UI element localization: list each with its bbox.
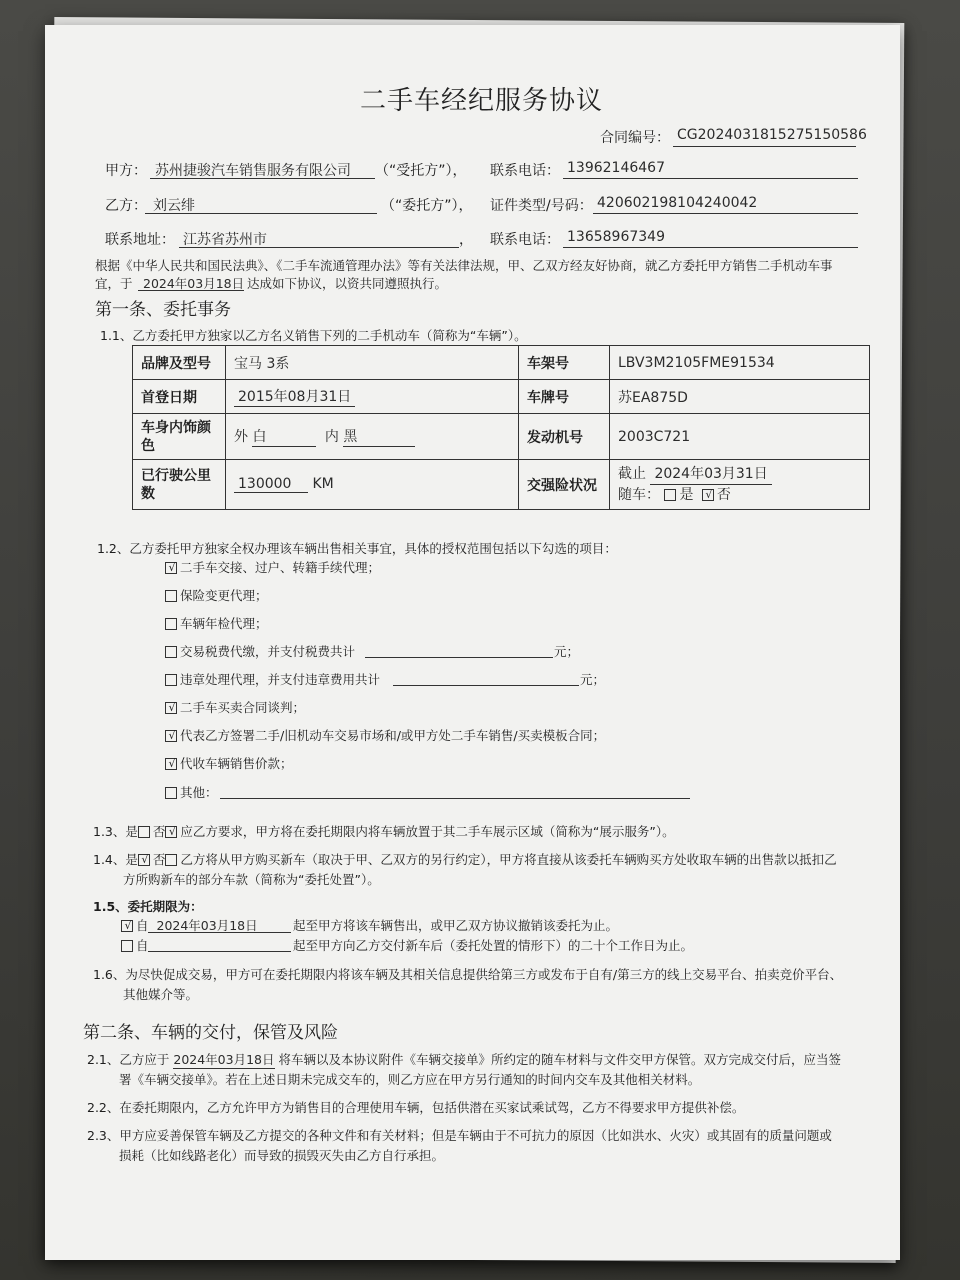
auth-item-1-checkbox[interactable]: [165, 590, 177, 602]
mileage-label: 已行驶公里数: [133, 460, 226, 510]
address-phone-label: 联系电话：: [490, 232, 560, 248]
with-car-no-label: 否: [716, 487, 731, 503]
clause-1-6-line2: 其他媒介等。: [123, 987, 199, 1002]
clause-1-5-opt1-text: 起至甲方将该车辆售出，或甲乙双方协议撤销该委托为止。: [293, 918, 619, 933]
exterior-color: 白: [252, 426, 316, 447]
with-car-no-checkbox[interactable]: √: [702, 489, 714, 501]
mileage-value: 130000: [234, 476, 308, 493]
party-b-label: 乙方：: [105, 198, 147, 214]
auth-item-8-label: 其他：: [180, 785, 218, 800]
clause-1-1: 1.1、乙方委托甲方独家以乙方名义销售下列的二手机动车（简称为“车辆”）。: [100, 328, 527, 343]
party-a-phone-label: 联系电话：: [490, 163, 560, 179]
party-a-name: 苏州捷骏汽车销售服务有限公司: [155, 163, 351, 179]
clause-1-3-prefix: 1.3、是: [93, 824, 138, 839]
clause-2-3-line1: 2.3、甲方应妥善保管车辆及乙方提交的各种文件和有关材料；但是车辆由于不可抗力的原因（比如洪水、火灾）或其固有的质量问题或: [87, 1128, 832, 1143]
reg-date-label: 首登日期: [133, 380, 226, 414]
section1-title: 第一条、委托事务: [95, 300, 231, 320]
intro-line2-suffix: 达成如下协议，以资共同遵照执行。: [247, 276, 448, 291]
auth-item-4-label: 违章处理代理，并支付违章费用共计: [180, 672, 381, 687]
exterior-prefix: 外: [234, 429, 248, 445]
clause-1-3-mid: 否: [152, 824, 166, 839]
insurance-date: 2024年03月31日: [650, 464, 771, 485]
color-label: 车身内饰颜色: [133, 414, 226, 460]
auth-item-3[interactable]: [165, 642, 355, 660]
mileage-unit: KM: [312, 476, 334, 492]
section2-title: 第二条、车辆的交付，保管及风险: [83, 1023, 338, 1043]
vin-value: LBV3M2105FME91534: [610, 346, 870, 380]
insurance-label: 交强险状况: [519, 460, 610, 510]
document-title: 二手车经纪服务协议: [360, 86, 604, 116]
address-suffix: ，: [459, 232, 473, 248]
clause-2-2: 2.2、在委托期限内，乙方允许甲方为销售目的合理使用车辆，包括供潜在买家试乘试驾，乙方不得要求甲方提供补偿。: [87, 1100, 745, 1115]
clause-2-1-line2: 署《车辆交接单》。若在上述日期未完成交车的，则乙方应在甲方另行通知的时间内交车及其他相关材料。: [119, 1072, 701, 1087]
party-b-name: 刘云绯: [153, 198, 195, 214]
auth-item-4[interactable]: [165, 670, 380, 688]
auth-item-3-suffix: 元；: [554, 644, 580, 659]
clause-2-1: [87, 1050, 841, 1069]
reg-date-value: 2015年08月31日: [234, 386, 355, 407]
party-a-phone: 13962146467: [567, 160, 665, 176]
intro-line1: 根据《中华人民共和国民法典》、《二手车流通管理办法》等有关法律法规，甲、乙双方经友好协商，就乙方委托甲方销售二手机动车事: [95, 258, 833, 273]
clause-1-3: [93, 822, 675, 840]
clause-1-4-line1: 乙方将从甲方购买新车（取决于甲、乙双方的另行约定），甲方将直接从该委托车辆购买方处收取车辆的出售款以抵扣乙: [180, 852, 837, 867]
clause-1-3-text: 应乙方要求，甲方将在委托期限内将车辆放置于其二手车展示区域（简称为“展示服务”）。: [180, 824, 675, 839]
address-phone: 13658967349: [567, 229, 665, 245]
brand-value: 宝马 3系: [226, 346, 519, 380]
auth-item-1[interactable]: [165, 586, 268, 604]
clause-1-4-prefix: 1.4、是: [93, 852, 138, 867]
insurance-prefix: 截止: [618, 466, 646, 482]
auth-item-0-label: 二手车交接、过户、转籍手续代理；: [180, 560, 381, 575]
clause-1-4-line2: 方所购新车的部分车款（简称为“委托处置”）。: [123, 872, 380, 887]
clause-1-5-opt1-prefix: 自: [136, 918, 149, 933]
auth-item-3-checkbox[interactable]: [165, 646, 177, 658]
clause-2-3-line2: 损耗（比如线路老化）而导致的损毁灭失由乙方自行承担。: [119, 1148, 445, 1163]
clause-1-3-yes-checkbox[interactable]: [138, 826, 150, 838]
auth-item-6-label: 代表乙方签署二手/旧机动车交易市场和/或甲方处二手车销售/买卖模板合同；: [180, 728, 606, 743]
address-label: 联系地址：: [105, 232, 175, 248]
auth-item-5-checkbox[interactable]: √: [165, 702, 177, 714]
clause-1-5-opt2-prefix: 自: [136, 938, 149, 953]
party-b-id-label: 证件类型/号码：: [490, 198, 593, 214]
engine-label: 发动机号: [519, 414, 610, 460]
clause-1-5-opt1-checkbox[interactable]: √: [121, 920, 133, 932]
contract-page: [45, 25, 900, 1260]
brand-label: 品牌及型号: [133, 346, 226, 380]
clause-1-5-opt1-date: 2024年03月18日: [156, 918, 258, 933]
contract-no-label: 合同编号：: [600, 130, 670, 146]
auth-item-7-checkbox[interactable]: √: [165, 758, 177, 770]
auth-item-1-label: 保险变更代理；: [180, 588, 268, 603]
intro-line2-prefix: 宜，于: [95, 276, 133, 291]
clause-1-4-no-checkbox[interactable]: [165, 854, 177, 866]
intro-date: 2024年03月18日: [143, 276, 245, 291]
address-value: 江苏省苏州市: [183, 232, 267, 248]
auth-item-6-checkbox[interactable]: √: [165, 730, 177, 742]
clause-1-6-line1: 1.6、为尽快促成交易，甲方可在委托期限内将该车辆及其相关信息提供给第三方或发布于自有/第三方的线上交易平台、拍卖竞价平台、: [93, 967, 843, 982]
with-car-yes-checkbox[interactable]: [664, 489, 676, 501]
auth-item-5[interactable]: [165, 698, 305, 716]
vin-label: 车架号: [519, 346, 610, 380]
party-a-role: （“受托方”），: [375, 163, 467, 179]
interior-color: 黑: [343, 426, 415, 447]
interior-prefix: 内: [324, 429, 339, 445]
clause-2-1-prefix: 2.1、乙方应于: [87, 1052, 170, 1067]
auth-item-0[interactable]: [165, 558, 380, 576]
clause-2-1-date: 2024年03月18日: [173, 1052, 275, 1067]
auth-item-2-label: 车辆年检代理；: [180, 616, 268, 631]
auth-item-7[interactable]: [165, 754, 293, 772]
auth-item-8-checkbox[interactable]: [165, 787, 177, 799]
plate-value: 苏EA875D: [610, 380, 870, 414]
plate-label: 车牌号: [519, 380, 610, 414]
auth-item-4-suffix: 元；: [580, 672, 606, 687]
party-a-label: 甲方：: [105, 163, 147, 179]
clause-1-5-opt2-checkbox[interactable]: [121, 940, 133, 952]
clause-1-5-opt2-text: 起至甲方向乙方交付新车后（委托处置的情形下）的二十个工作日为止。: [293, 938, 694, 953]
contract-no-value: CG2024031815275150586: [677, 127, 867, 143]
auth-item-6[interactable]: [165, 726, 605, 744]
auth-item-2[interactable]: [165, 614, 268, 632]
clause-1-2-intro: 1.2、乙方委托甲方独家全权办理该车辆出售相关事宜，具体的授权范围包括以下勾选的项目：: [97, 541, 617, 556]
with-car-label: 随车：: [618, 487, 660, 503]
party-b-id: 420602198104240042: [597, 195, 758, 211]
party-b-role: （“委托方”），: [381, 198, 473, 214]
auth-item-4-checkbox[interactable]: [165, 674, 177, 686]
clause-2-1-line1: 将车辆以及本协议附件《车辆交接单》所约定的随车材料与文件交甲方保管。双方完成交付后，应当签: [278, 1052, 841, 1067]
vehicle-table: [132, 345, 870, 510]
clause-1-4-yes-checkbox[interactable]: √: [138, 854, 150, 866]
clause-1-5-opt2[interactable]: [121, 936, 149, 954]
auth-item-2-checkbox[interactable]: [165, 618, 177, 630]
clause-1-5-title: 1.5、委托期限为：: [93, 899, 203, 914]
clause-1-4: [93, 850, 837, 868]
auth-item-8[interactable]: [165, 783, 218, 801]
auth-item-0-checkbox[interactable]: √: [165, 562, 177, 574]
with-car-yes-label: 是: [679, 487, 694, 503]
engine-value: 2003C721: [610, 414, 870, 460]
clause-1-3-no-checkbox[interactable]: √: [165, 826, 177, 838]
auth-item-5-label: 二手车买卖合同谈判；: [180, 700, 306, 715]
auth-item-7-label: 代收车辆销售价款；: [180, 756, 293, 771]
clause-1-4-mid: 否: [152, 852, 166, 867]
auth-item-3-label: 交易税费代缴，并支付税费共计: [180, 644, 356, 659]
